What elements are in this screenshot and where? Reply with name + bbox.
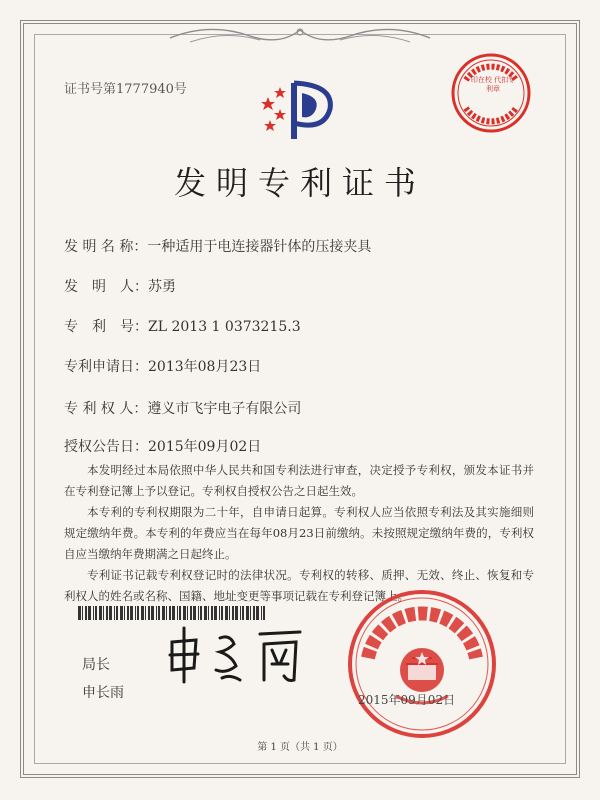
handwritten-signature	[160, 620, 310, 690]
field-value: 2015年09月02日	[148, 439, 262, 455]
field-patent-number	[64, 316, 301, 336]
field-value: ZL 2013 1 0373215.3	[148, 319, 301, 335]
field-filing-date	[64, 356, 261, 376]
field-label: 专 利 权 人：	[64, 401, 148, 417]
page-number: 第 1 页（共 1 页）	[257, 742, 343, 753]
body-paragraph: 专利证书记载专利权登记时的法律状况。专利权的转移、质押、无效、终止、恢复和专利权人的姓名或名称、国籍、地址变更等事项记载在专利登记簿上。	[64, 568, 534, 603]
field-label: 发 明 名 称：	[64, 239, 148, 255]
field-label: 专利申请日：	[64, 359, 148, 375]
field-inventor	[64, 276, 176, 296]
field-invention-name	[64, 236, 371, 256]
field-value: 苏勇	[148, 279, 176, 295]
field-grant-date	[64, 436, 261, 456]
signatory-title: 局长	[82, 657, 110, 673]
field-value: 遵义市飞宇电子有限公司	[147, 401, 302, 417]
certificate-title: 发明专利证书	[173, 164, 426, 202]
body-paragraph: 本发明经过本局依照中华人民共和国专利法进行审查，决定授予专利权，颁发本证书并在专利登记簿上予以登记。专利权自授权公告之日起生效。	[64, 463, 534, 498]
top-seal-text: 印在校 代扣专利章	[470, 76, 516, 93]
certificate-number: 证书号第1777940号	[64, 82, 187, 97]
field-value: 一种适用于电连接器针体的压接夹具	[147, 239, 372, 255]
body-paragraph: 本专利的专利权期限为二十年，自申请日起算。专利权人应当依照专利法及其实施细则规定缴纳年费。本专利的年费应当在每年08月23日前缴纳。未按照规定缴纳年费的，专利权自应当缴纳年费期满之日起终止。	[64, 505, 534, 561]
field-label: 授权公告日：	[64, 439, 148, 455]
ornament-top	[150, 20, 450, 50]
certificate-body	[64, 460, 534, 607]
official-seal-icon	[346, 588, 498, 740]
barcode-icon	[78, 606, 268, 620]
issue-date: 2015年09月02日	[358, 693, 456, 707]
field-label: 专 利 号：	[64, 319, 148, 335]
field-label: 发 明 人：	[64, 279, 148, 295]
field-value: 2013年08月23日	[148, 359, 262, 375]
sipo-logo-icon	[258, 75, 344, 145]
field-patentee	[64, 398, 301, 418]
signatory-name: 申长雨	[82, 685, 124, 701]
